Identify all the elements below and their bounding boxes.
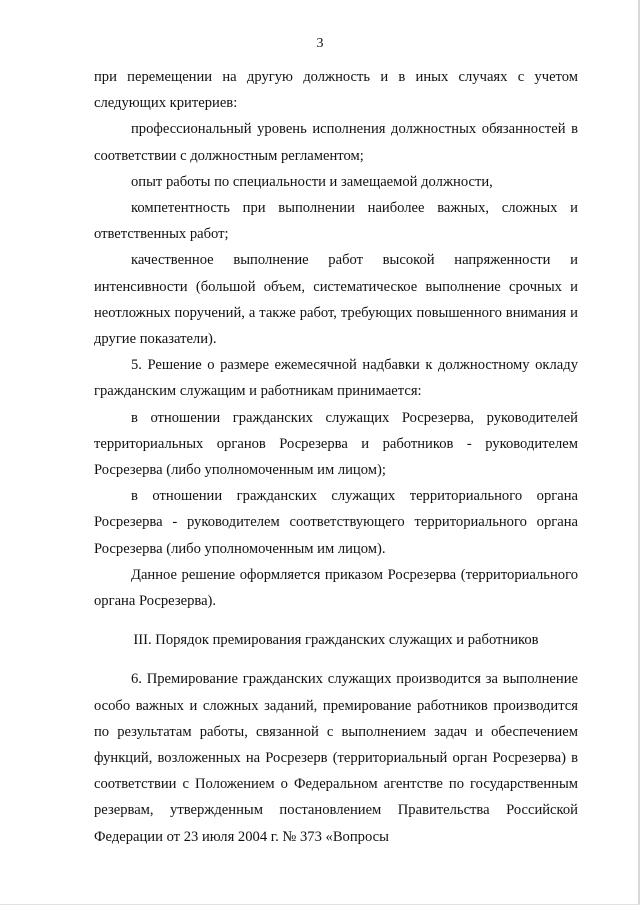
paragraph-rosrezerv-staff: в отношении гражданских служащих Росрезерва, руководителей территориальных органов Росрезерва и работников - руководителем Росрезерва (либо уполномоченным им лицом); bbox=[94, 409, 578, 479]
paragraph-criteria-intro: при перемещении на другую должность и в иных случаях с учетом следующих критериев: bbox=[94, 69, 578, 112]
paragraph-territorial-staff: в отношении гражданских служащих территориального органа Росрезерва - руководителем соответствующего территориального органа Росрезерва (либо уполномоченным им лицом). bbox=[94, 488, 578, 557]
paragraph-professional-level: профессиональный уровень исполнения должностных обязанностей в соответствии с должностным регламентом; bbox=[94, 121, 578, 164]
paragraph-clause-5: 5. Решение о размере ежемесячной надбавки к должностному окладу гражданским служащим и работникам принимается: bbox=[94, 357, 578, 400]
paragraph-decision-order: Данное решение оформляется приказом Росрезерва (территориального органа Росрезерва). bbox=[94, 566, 578, 610]
paragraph-clause-6: 6. Премирование гражданских служащих производится за выполнение особо важных и сложных заданий, премирование работников производится по результатам работы, связанной с выполнением задач и обеспечением функций, возложенных на Росрезерв (территориальный орган Росрезерва) в соответствии с Положением о Федеральном агентстве по государственным резервам, утвержденным постановлением Правительства Российской Федерации от 23 июля 2004 г. № 373 «Вопросы bbox=[94, 671, 578, 845]
paragraph-competence: компетентность при выполнении наиболее важных, сложных и ответственных работ; bbox=[94, 200, 578, 243]
page-number: 3 bbox=[316, 36, 324, 51]
section-heading: III. Порядок премирования гражданских служащих и работников bbox=[133, 632, 539, 649]
document-body bbox=[94, 64, 578, 850]
paragraph-quality-work: качественное выполнение работ высокой напряженности и интенсивности (большой объем, систематическое выполнение срочных и неотложных поручений, а также работ, требующих повышенного внимания и другие показатели). bbox=[94, 252, 578, 348]
paragraph-work-experience: опыт работы по специальности и замещаемой должности, bbox=[131, 173, 493, 190]
